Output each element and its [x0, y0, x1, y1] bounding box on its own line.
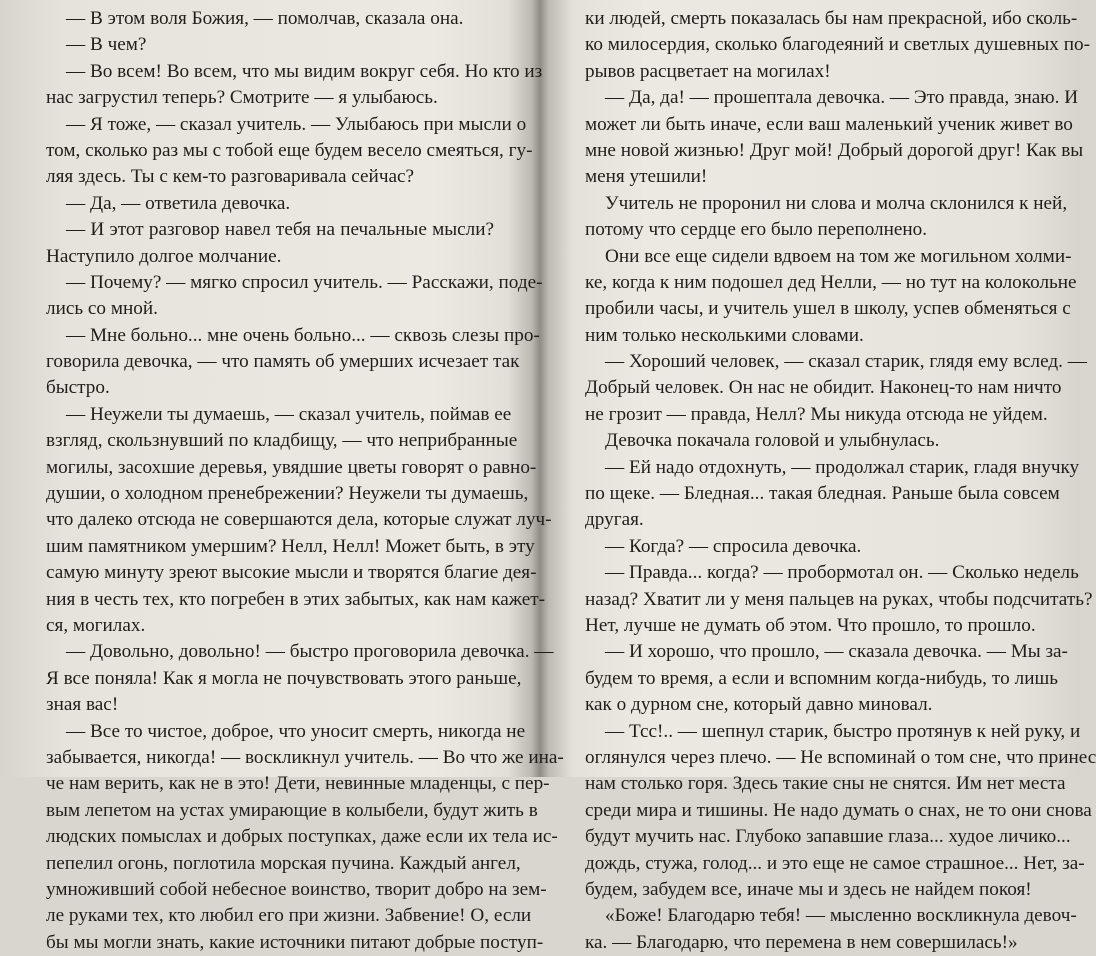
text-line: мне новой жизнью! Друг мой! Добрый дорогой друг! Как вы	[585, 139, 1084, 161]
text-line: — И хорошо, что прошло, — сказала девочка. — Мы за-	[605, 641, 1068, 663]
text-line: среди мира и тишины. Не надо думать о снах, не то они снова	[585, 799, 1092, 821]
text-line: что далеко отсюда не совершаются дела, которые служат луч-	[46, 509, 552, 531]
text-line: рывов расцветает на могилах!	[585, 60, 831, 82]
text-line: лись со мной.	[46, 298, 158, 320]
text-line: пробили часы, и учитель ушел в школу, успев обменяться с	[585, 298, 1071, 320]
text-line: вым лепетом на устах умирающие в колыбели, будут жить в	[46, 799, 538, 821]
text-line: другая.	[585, 509, 644, 531]
text-line: оглянулся через плечо. — Не вспоминай о том сне, что принес	[585, 746, 1096, 768]
text-line: меня утешили!	[585, 166, 708, 188]
text-line: бы мы могли знать, какие источники питают добрые поступ-	[46, 931, 544, 953]
text-line: — Да, — ответила девочка.	[66, 192, 291, 214]
text-line: — Довольно, довольно! — быстро проговорила девочка. —	[66, 641, 554, 663]
text-line: по щеке. — Бледная... такая бледная. Раньше была совсем	[585, 483, 1060, 505]
text-line: че нам верить, как не в это! Дети, невинные младенцы, с пер-	[46, 773, 550, 795]
text-line: потому что сердце его было переполнено.	[585, 219, 928, 241]
text-line: могилы, засохшие деревья, увядшие цветы говорят о равно-	[46, 456, 537, 478]
text-line: Добрый человек. Он нас не обидит. Наконец-то нам ничто	[585, 377, 1062, 399]
text-line: — Я тоже, — сказал учитель. — Улыбаюсь при мысли о	[66, 113, 527, 135]
text-line: забывается, никогда! — воскликнул учитель. — Во что же ина-	[46, 746, 564, 768]
text-line: ко милосердия, сколько благодеяний и светлых душевных по-	[585, 34, 1090, 56]
text-line: — И этот разговор навел тебя на печальные мысли?	[66, 219, 494, 241]
text-line: взгляд, скользнувший по кладбищу, — что неприбранные	[46, 430, 518, 452]
text-line: — Правда... когда? — пробормотал он. — Сколько недель	[605, 562, 1079, 584]
text-line: как о дурном сне, который давно миновал.	[585, 694, 933, 716]
text-line: Они все еще сидели вдвоем на том же могильном холми-	[605, 245, 1072, 267]
text-line: — Все то чистое, доброе, что уносит смерть, никогда не	[66, 720, 526, 742]
text-line: — Тсс!.. — шепнул старик, быстро протянув к ней руку, и	[605, 720, 1081, 742]
text-line: умноживший собой небесное воинство, творит добро на зем-	[46, 878, 547, 900]
text-line: Учитель не проронил ни слова и молча склонился к ней,	[605, 192, 1068, 214]
text-line: шим памятником умершим? Нелл, Нелл! Может быть, в эту	[46, 535, 535, 557]
text-line: Наступило долгое молчание.	[46, 245, 282, 267]
text-line: ке, когда к ним подошел дед Нелли, — но тут на колокольне	[585, 271, 1077, 293]
left-page	[46, 6, 564, 956]
text-line: может ли быть иначе, если ваш маленький ученик живет во	[585, 113, 1073, 135]
text-line: будут мучить нас. Глубоко запавшие глаза... худое личико...	[585, 826, 1071, 848]
text-line: — Да, да! — прошептала девочка. — Это правда, знаю. И	[605, 87, 1079, 109]
text-line: — В чем?	[66, 34, 147, 56]
text-line: пепелил огонь, поглотила морская пучина. Каждый ангел,	[46, 852, 521, 874]
text-line: быстро.	[46, 377, 110, 399]
text-line: «Боже! Благодарю тебя! — мысленно воскликнула девоч-	[605, 905, 1077, 927]
text-line: нас загрустил теперь? Смотрите — я улыбаюсь.	[46, 87, 438, 109]
text-line: ния в честь тех, кто погребен в этих забытых, как нам кажет-	[46, 588, 546, 610]
text-line: Нет, лучше не думать об этом. Что прошло, то прошло.	[585, 614, 1036, 636]
text-line: ки людей, смерть показалась бы нам прекрасной, ибо сколь-	[585, 8, 1078, 29]
text-line: Я все поняла! Как я могла не почувствовать этого раньше,	[46, 667, 522, 689]
text-line: не грозит — правда, Нелл? Мы никуда отсюда не уйдем.	[585, 403, 1048, 425]
text-line: назад? Хватит ли у меня пальцев на руках, чтобы подсчитать?	[585, 588, 1093, 610]
right-page	[585, 6, 1096, 956]
text-line: ле руками тех, кто любил его при жизни. Забвение! О, если	[46, 905, 532, 927]
text-line: ся, могилах.	[46, 614, 146, 636]
text-line: — В этом воля Божия, — помолчав, сказала она.	[66, 8, 464, 29]
text-line: — Во всем! Во всем, что мы видим вокруг себя. Но кто из	[66, 60, 543, 82]
text-line: том, сколько раз мы с тобой еще будем весело смеяться, гу-	[46, 139, 533, 161]
text-line: дождь, стужа, голод... и это еще не самое страшное... Нет, за-	[585, 852, 1085, 874]
text-line: самую минуту зреют высокие мысли и творятся благие дея-	[46, 562, 537, 584]
text-line: будем то время, а если и вспомним когда-нибудь, то лишь	[585, 667, 1058, 689]
text-line: — Неужели ты думаешь, — сказал учитель, поймав ее	[66, 403, 512, 425]
text-line: ним только несколькими словами.	[585, 324, 864, 346]
text-line: нам столько горя. Здесь такие сны не снятся. Им нет места	[585, 773, 1066, 795]
text-line: — Ей надо отдохнуть, — продолжал старик, гладя внучку	[605, 456, 1080, 478]
text-line: душии, о холодном пренебрежении? Неужели ты думаешь,	[46, 483, 529, 505]
text-line: — Почему? — мягко спросил учитель. — Расскажи, поде-	[66, 271, 543, 293]
text-line: людских помыслах и добрых поступках, даже если их тела ис-	[46, 826, 558, 848]
text-line: будем, забудем все, иначе мы и здесь не найдем покоя!	[585, 878, 1032, 900]
text-line: Девочка покачала головой и улыбнулась.	[605, 430, 940, 452]
text-line: говорила девочка, — что память об умерших исчезает так	[46, 351, 520, 373]
text-line: ляя здесь. Ты с кем-то разговаривала сейчас?	[46, 166, 415, 188]
text-line: — Мне больно... мне очень больно... — сквозь слезы про-	[66, 324, 540, 346]
text-line: зная вас!	[46, 694, 119, 716]
text-line: — Когда? — спросила девочка.	[605, 535, 862, 557]
text-line: — Хороший человек, — сказал старик, глядя ему вслед. —	[605, 351, 1087, 373]
text-line: ка. — Благодарю, что перемена в нем совершилась!»	[585, 931, 1018, 953]
